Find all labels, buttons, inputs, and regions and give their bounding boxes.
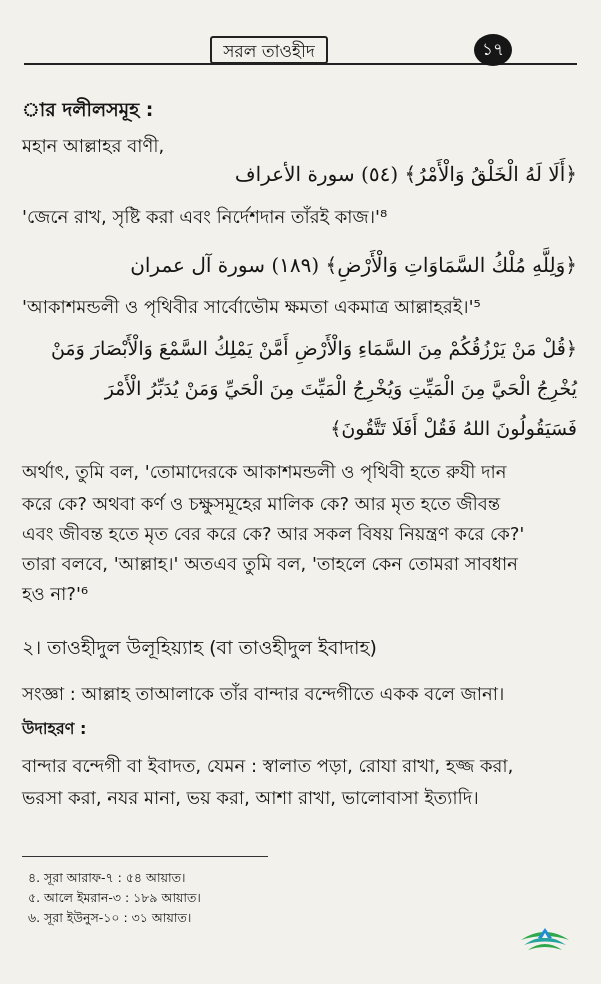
translation-3-line: হও না?'⁶ — [22, 584, 89, 605]
footnote: ৪. সূরা আরাফ-৭ : ৫৪ আয়াত। — [28, 870, 186, 885]
translation-3-line: তারা বলবে, 'আল্লাহ।' অতএব তুমি বল, 'তাহলে কেন তোমরা সাবধান — [22, 554, 518, 575]
translation-3-line: এবং জীবন্ত হতে মৃত বের করে কে? আর সকল বিষয় নিয়ন্ত্রণ করে কে?' — [22, 524, 525, 545]
footnote: ৬. সূরা ইউনুস-১০ : ৩১ আয়াত। — [28, 910, 192, 925]
book-title: সরল তাওহীদ — [210, 36, 328, 64]
footnote: ৫. আলে ইমরান-৩ : ১৮৯ আয়াত। — [28, 890, 201, 905]
example-line: ভরসা করা, নযর মানা, ভয় করা, আশা রাখা, ভালোবাসা ইত্যাদি। — [22, 788, 479, 809]
arabic-verse-3-line: فَسَيَقُولُونَ اللهُ فَقُلْ أَفَلَا تَتَّقُونَ﴾ — [330, 418, 577, 440]
translation-1: 'জেনে রাখ, সৃষ্টি করা এবং নির্দেশদান তাঁরই কাজ।'⁸ — [22, 207, 388, 228]
translation-2: 'আকাশমন্ডলী ও পৃথিবীর সার্বোভৌম ক্ষমতা একমাত্র আল্লাহরই।'⁵ — [22, 297, 481, 318]
arabic-verse-1: ﴿أَلَا لَهُ الْخَلْقُ وَالْأَمْرُ﴾ (٥٤) سورة الأعراف — [234, 162, 577, 186]
translation-3-line: করে কে? অথবা কর্ণ ও চক্ষুসমূহের মালিক কে? আর মৃত হতে জীবন্ত — [22, 494, 501, 515]
section-2-title: ২। তাওহীদুল উলূহিয়্যাহ (বা তাওহীদুল ইবাদাহ) — [22, 637, 377, 659]
intro-text: মহান আল্লাহর বাণী, — [22, 136, 165, 157]
translation-3-line: অর্থাৎ, তুমি বল, 'তোমাদেরকে আকাশমন্ডলী ও পৃথিবী হতে রুযী দান — [22, 462, 507, 483]
page-number: ১৭ — [474, 34, 512, 66]
example-line: বান্দার বন্দেগী বা ইবাদত, যেমন : স্বালাত পড়া, রোযা রাখা, হজ্জ করা, — [22, 756, 514, 777]
definition-text: সংজ্ঞা : আল্লাহ তাআলাকে তাঁর বান্দার বন্দেগীতে একক বলে জানা। — [22, 684, 505, 705]
section-heading: ার দলীলসমূহ : — [22, 99, 154, 121]
arabic-verse-2: ﴿وَلِلَّهِ مُلْكُ السَّمَاوَاتِ وَالْأَرْضِ﴾ (١٨٩) سورة آل عمران — [130, 253, 577, 277]
example-heading: উদাহরণ : — [22, 719, 87, 738]
footnote-separator — [22, 856, 268, 857]
arabic-verse-3-line: يُخْرِجُ الْحَيَّ مِنَ الْمَيِّتِ وَيُخْرِجُ الْمَيِّتَ مِنَ الْحَيِّ وَمَنْ يُدَبِّرُ الْأَمْرَ — [104, 378, 577, 400]
arabic-verse-3-line: ﴿قُلْ مَنْ يَرْزُقُكُمْ مِنَ السَّمَاءِ وَالْأَرْضِ أَمَّنْ يَمْلِكُ السَّمْعَ وَالْأَبْصَارَ وَمَنْ — [50, 338, 577, 360]
publisher-logo-icon — [518, 918, 572, 962]
